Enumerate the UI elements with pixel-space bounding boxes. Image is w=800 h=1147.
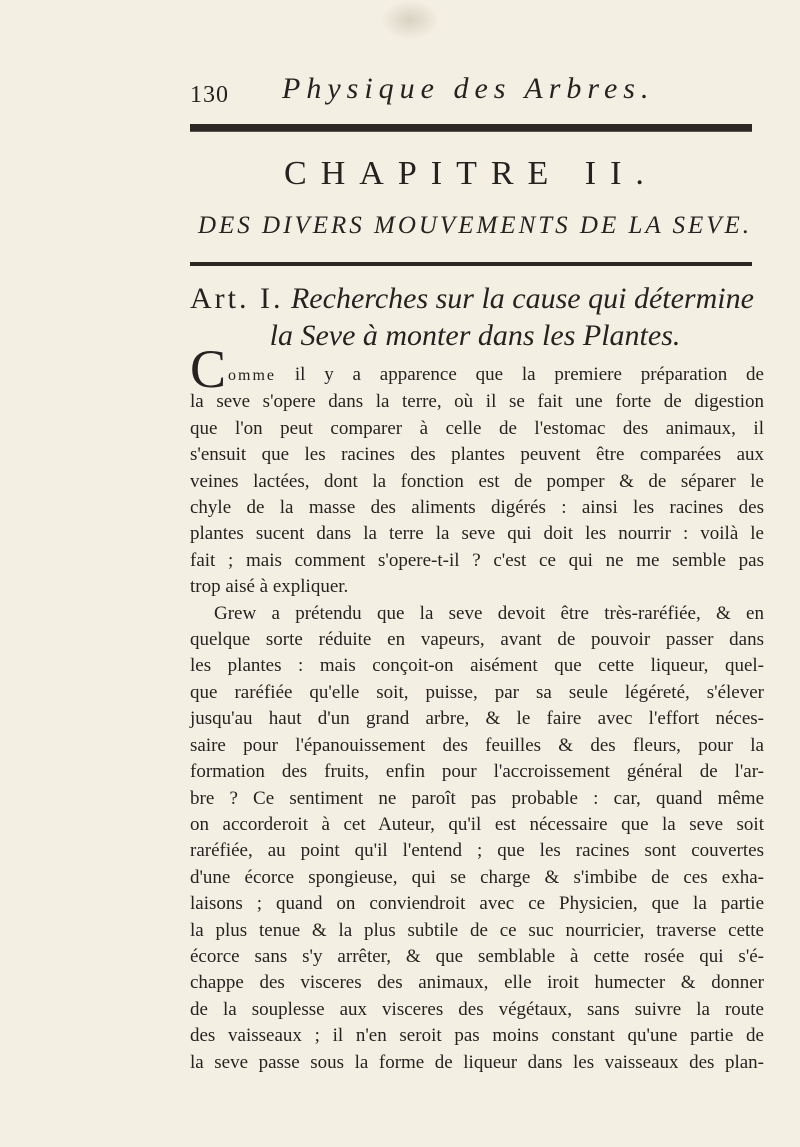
page-number: 130 bbox=[190, 82, 229, 108]
text-line: saire pour l'épanouissement des feuilles & des fleurs, pour la bbox=[190, 734, 764, 756]
article-heading bbox=[190, 280, 760, 354]
text-line: écorce sans s'y arrêter, & que semblable à cette rosée qui s'é- bbox=[190, 945, 764, 967]
text-line: veines lactées, dont la fonction est de pomper & de séparer le bbox=[190, 470, 764, 492]
text-line: quelque sorte réduite en vapeurs, avant de pouvoir passer dans bbox=[190, 629, 764, 651]
text-line: les plantes : mais conçoit-on aisément que cette liqueur, quel- bbox=[190, 655, 764, 677]
text-line: de la souplesse aux visceres des végétaux, sans suivre la route bbox=[190, 998, 764, 1020]
body-text bbox=[190, 362, 764, 1076]
text-line: chyle de la masse des aliments digérés : ainsi les racines des bbox=[190, 497, 764, 519]
article-title-line1: Recherches sur la cause qui détermine bbox=[290, 282, 754, 315]
header-rule bbox=[190, 124, 752, 132]
first-word: omme bbox=[228, 367, 276, 384]
text-line: fait ; mais comment s'opere-t-il ? c'est ce qui ne me semble pas bbox=[190, 549, 764, 571]
text-line: Grew a prétendu que la seve devoit être très-raréfiée, & en bbox=[214, 602, 764, 624]
text-line: d'une écorce spongieuse, qui se charge & s'imbibe de ces exha- bbox=[190, 866, 764, 888]
text-line: des vaisseaux ; il n'en seroit pas moins constant qu'une partie de bbox=[190, 1025, 764, 1047]
text-line: la seve s'opere dans la terre, où il se fait une forte de digestion bbox=[190, 391, 764, 413]
text-line: trop aisé à expliquer. bbox=[190, 576, 349, 598]
text-line: la seve passe sous la forme de liqueur dans les vaisseaux des plan- bbox=[190, 1051, 764, 1073]
text-line: que raréfiée qu'elle soit, puisse, par sa seule légéreté, s'élever bbox=[190, 681, 764, 703]
article-label: Art. I. bbox=[190, 282, 284, 315]
text-line: formation des fruits, enfin pour l'accroissement général de l'ar- bbox=[190, 761, 764, 783]
paper-stain bbox=[380, 0, 440, 40]
text-line: la plus tenue & la plus subtile de ce suc nourricier, traverse cette bbox=[190, 919, 764, 941]
drop-cap: C bbox=[190, 339, 227, 399]
text-line: que l'on peut comparer à celle de l'estomac des animaux, il bbox=[190, 417, 764, 439]
text-line: jusqu'au haut d'un grand arbre, & le faire avec l'effort néces- bbox=[190, 708, 764, 730]
text-line: s'ensuit que les racines des plantes peuvent être comparées aux bbox=[190, 444, 764, 466]
chapter-rule bbox=[190, 262, 752, 266]
text-line: raréfiée, au point qu'il l'entend ; que les racines sont couvertes bbox=[190, 840, 764, 862]
text-line: omme il y a apparence que la premiere préparation de bbox=[228, 364, 764, 385]
text-line: plantes sucent dans la terre la seve qui doit les nourrir : voilà le bbox=[190, 523, 764, 545]
text-line: laisons ; quand on conviendroit avec ce Physicien, que la partie bbox=[190, 893, 764, 915]
text-line: bre ? Ce sentiment ne paroît pas probable : car, quand même bbox=[190, 787, 764, 809]
text-line: chappe des visceres des animaux, elle iroit humecter & donner bbox=[190, 972, 764, 994]
running-title: Physique des Arbres. bbox=[282, 72, 655, 105]
text-line: on accorderoit à cet Auteur, qu'il est nécessaire que la seve soit bbox=[190, 813, 764, 835]
chapter-subtitle: DES DIVERS MOUVEMENTS DE LA SEVE. bbox=[197, 212, 753, 239]
article-title-line2: la Seve à monter dans les Plantes. bbox=[269, 319, 681, 352]
running-header bbox=[190, 72, 750, 112]
chapter-title: CHAPITRE II. bbox=[284, 155, 658, 192]
